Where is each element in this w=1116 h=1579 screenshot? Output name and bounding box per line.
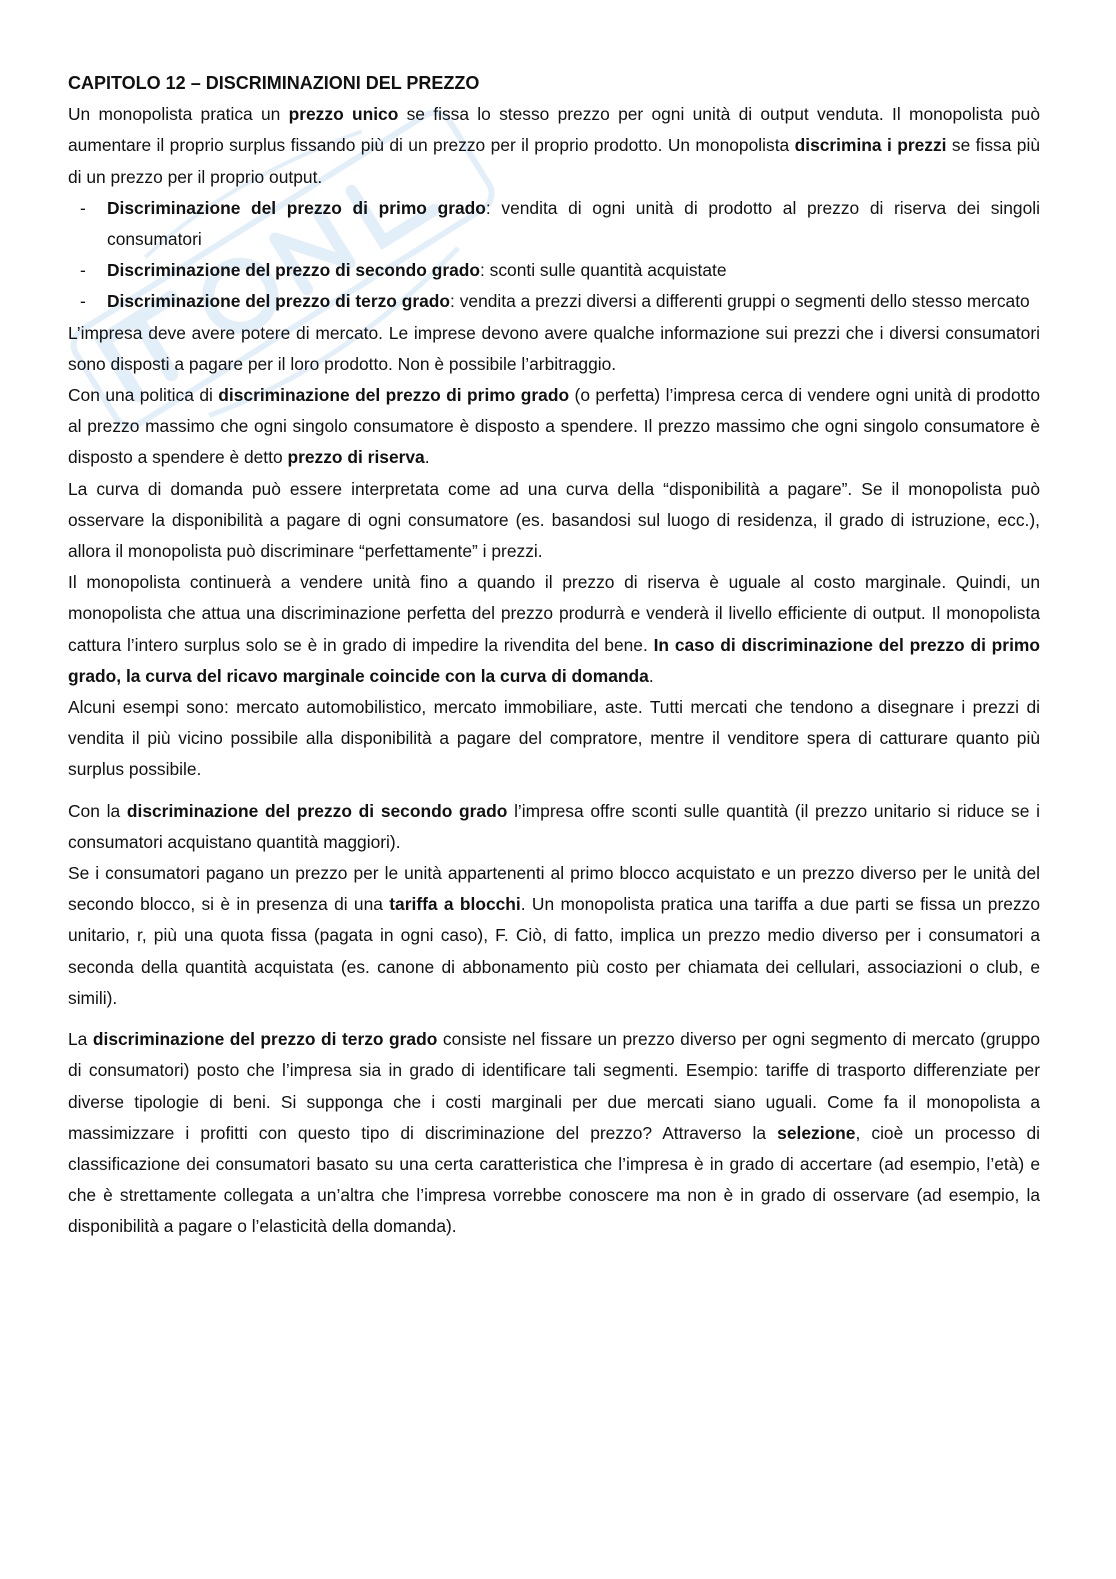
paragraph-curva-domanda: La curva di domanda può essere interpretata come ad una curva della “disponibilità a pagare”. Se il monopolista può osservare la disponibilità a pagare di ogni consumatore (es. basandosi sul luogo di residenza, il grado di istruzione, ecc.), allora il monopolista può discriminare “perfettamente” i prezzi. <box>68 478 1040 562</box>
paragraph-prezzo-unico: Un monopolista pratica un prezzo unico se fissa lo stesso prezzo per ogni unità di output venduta. Il monopolista può aumentare il proprio surplus fissando più di un prezzo per il proprio prodotto. Un monopolista discrimina i prezzi se fissa più di un prezzo per il proprio output. <box>68 104 1041 187</box>
list-item: - Discriminazione del prezzo di primo grado: vendita di ogni unità di prodotto al prezzo di riserva dei singoli consumatori <box>68 193 1040 255</box>
bold-term: discrimina i prezzi <box>794 135 947 156</box>
bullet-dash: - <box>80 260 86 281</box>
bullet-dash: - <box>80 291 86 312</box>
bold-term: prezzo unico <box>288 104 399 125</box>
paragraph-terzo-grado: La discriminazione del prezzo di terzo grado consiste nel fissare un prezzo diverso per ogni segmento di mercato (gruppo di consumatori) posto che l’impresa sia in grado di identificare tali segmenti. Esempio: tariffe di trasporto differenziate per diverse tipologie di beni. Si supponga che i costi marginali per due mercati siano uguali. Come fa il monopolista a massimizzare i profitti con questo tipo di discriminazione del prezzo? Attraverso la selezione, cioè un processo di classificazione dei consumatori basato su una certa caratteristica che l’impresa è in grado di accertare (ad esempio, l’età) e che è strettamente collegata a un’altra che l’impresa vorrebbe conoscere ma non è in grado di osservare (ad esempio, la disponibilità a pagare o l’elasticità della domanda). <box>68 1029 1040 1237</box>
paragraph-tariffa-blocchi: Se i consumatori pagano un prezzo per le unità appartenenti al primo blocco acquistato e un prezzo diverso per le unità del secondo blocco, si è in presenza di una tariffa a blocchi. Un monopolista pratica una tariffa a due parti se fissa un prezzo unitario, r, più una quota fissa (pagata in ogni caso), F. Ciò, di fatto, implica un prezzo medio diverso per i consumatori a seconda della quantità acquistata (es. canone di abbonamento più costo per chiamata dei cellulari, associazioni o club, e simili). <box>68 863 1041 1008</box>
chapter-title: CAPITOLO 12 – DISCRIMINAZIONI DEL PREZZO <box>68 73 480 93</box>
bullet-dash: - <box>80 197 86 218</box>
discrimination-types-list <box>68 193 1040 318</box>
document-page <box>68 68 1040 1243</box>
paragraph-conditions: L’impresa deve avere potere di mercato. Le imprese devono avere qualche informazione sui prezzi che i diversi consumatori sono disposti a pagare per il loro prodotto. Non è possibile l’arbitraggio. <box>68 322 1040 374</box>
paragraph-ricavo-marginale: Il monopolista continuerà a vendere unità fino a quando il prezzo di riserva è uguale al costo marginale. Quindi, un monopolista che attua una discriminazione perfetta del prezzo produrrà e venderà il livello efficiente di output. Il monopolista cattura l’intero surplus solo se è in grado di impedire la rivendita del bene. In caso di discriminazione del prezzo di primo grado, la curva del ricavo marginale coincide con la curva di domanda. <box>68 572 1040 686</box>
paragraph-esempi: Alcuni esempi sono: mercato automobilistico, mercato immobiliare, aste. Tutti mercati che tendono a disegnare i prezzi di vendita il più vicino possibile alla disponibilità a pagare del compratore, mentre il venditore spera di catturare quanto più surplus possibile. <box>68 697 1040 780</box>
list-item: - Discriminazione del prezzo di terzo grado: vendita a prezzi diversi a differenti gruppi o segmenti dello stesso mercato <box>68 286 1040 317</box>
paragraph-secondo-grado: Con la discriminazione del prezzo di secondo grado l’impresa offre sconti sulle quantità (il prezzo unitario si riduce se i consumatori acquistano quantità maggiori). <box>68 800 1040 852</box>
paragraph-primo-grado: Con una politica di discriminazione del prezzo di primo grado (o perfetta) l’impresa cerca di vendere ogni unità di prodotto al prezzo massimo che ogni singolo consumatore è disposto a spendere. Il prezzo massimo che ogni singolo consumatore è disposto a spendere è detto prezzo di riserva. <box>68 385 1040 468</box>
list-item: - Discriminazione del prezzo di secondo grado: sconti sulle quantità acquistate <box>68 255 1040 286</box>
